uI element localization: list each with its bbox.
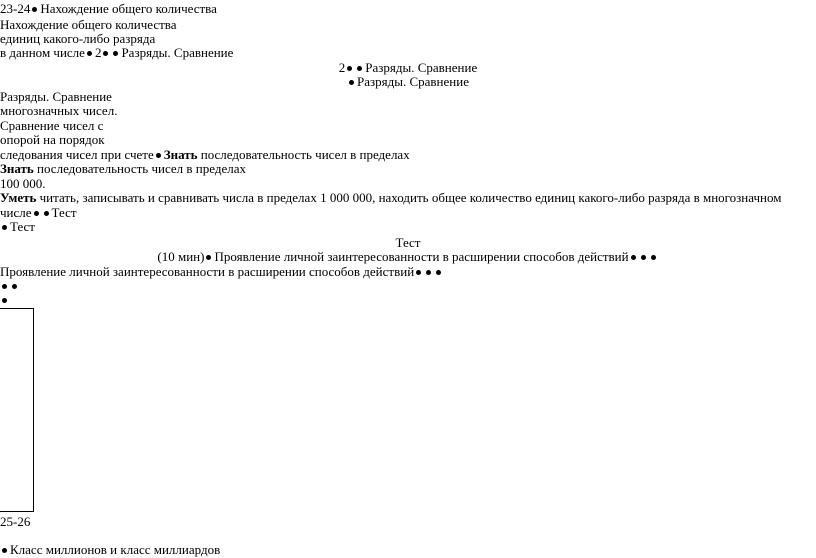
- next-lesson-title-line: Класс миллионов и класс миллиардов: [0, 542, 220, 558]
- test-centered-line: Тест: [395, 235, 421, 250]
- topic-b-line-6: Знать последовательность чисел в пределах: [0, 161, 246, 176]
- topic-b-line-1: Разряды. Сравнение: [0, 89, 112, 104]
- bullet-icon: [103, 51, 108, 56]
- centered-line-2: Разряды. Сравнение: [0, 74, 816, 90]
- bullet-icon: [426, 270, 431, 275]
- topic-line-2: единиц какого-либо разряда: [0, 31, 156, 46]
- bullet-icon: [2, 225, 7, 230]
- skills-line-3: Тест: [0, 219, 35, 235]
- bullet-icon: [113, 51, 118, 56]
- bullet-icon: [641, 255, 646, 260]
- centered-line-1: 2 Разряды. Сравнение: [338, 60, 478, 75]
- topic-line-1: Нахождение общего количества: [0, 17, 177, 32]
- bullet-icon: [12, 284, 17, 289]
- bullet-icon: [2, 548, 7, 553]
- bullet-icon: [156, 153, 161, 158]
- bullet-icon: [349, 80, 354, 85]
- interest-centered-line: (10 мин) Проявление личной заинтересованности в расширении способов действий: [0, 249, 816, 265]
- lesson-title-line: [0, 1, 217, 17]
- topic-line-3: в данном числе 2 Разряды. Сравнение: [0, 45, 234, 60]
- lesson-number: 23-24: [0, 1, 31, 16]
- topic-b-line-7: 100 000.: [0, 176, 46, 191]
- bullet-row-2: [0, 292, 10, 308]
- bullet-icon: [436, 270, 441, 275]
- bullet-icon: [34, 211, 39, 216]
- bullet-icon: [2, 284, 7, 289]
- skills-line-2: числе Тест: [0, 205, 77, 220]
- interest-left-line: Проявление личной заинтересованности в расширении способов действий: [0, 264, 444, 280]
- topic-b-line-4: опорой на порядок: [0, 132, 105, 147]
- bullet-icon: [357, 66, 362, 71]
- bullet-icon: [32, 7, 37, 12]
- bullet-icon: [651, 255, 656, 260]
- topic-b-line-2: многозначных чисел.: [0, 103, 118, 118]
- next-lesson-number: 25-26: [0, 514, 31, 529]
- topic-b-line-3: Сравнение чисел с: [0, 118, 104, 133]
- topic-b-line-5: следования чисел при счете Знать последовательность чисел в пределах: [0, 147, 410, 162]
- bullet-icon: [416, 270, 421, 275]
- bullet-icon: [631, 255, 636, 260]
- bullet-icon: [206, 255, 211, 260]
- bullet-icon: [347, 66, 352, 71]
- bullet-icon: [87, 51, 92, 56]
- bullet-icon: [44, 211, 49, 216]
- skills-line-1: Уметь читать, записывать и сравнивать числа в пределах 1 000 000, находить общее количество единиц какого-либо разряда в многозначном: [0, 190, 782, 205]
- bullet-icon: [2, 298, 7, 303]
- lesson-title: Нахождение общего количества: [40, 1, 217, 16]
- table-cell-border: [0, 308, 34, 512]
